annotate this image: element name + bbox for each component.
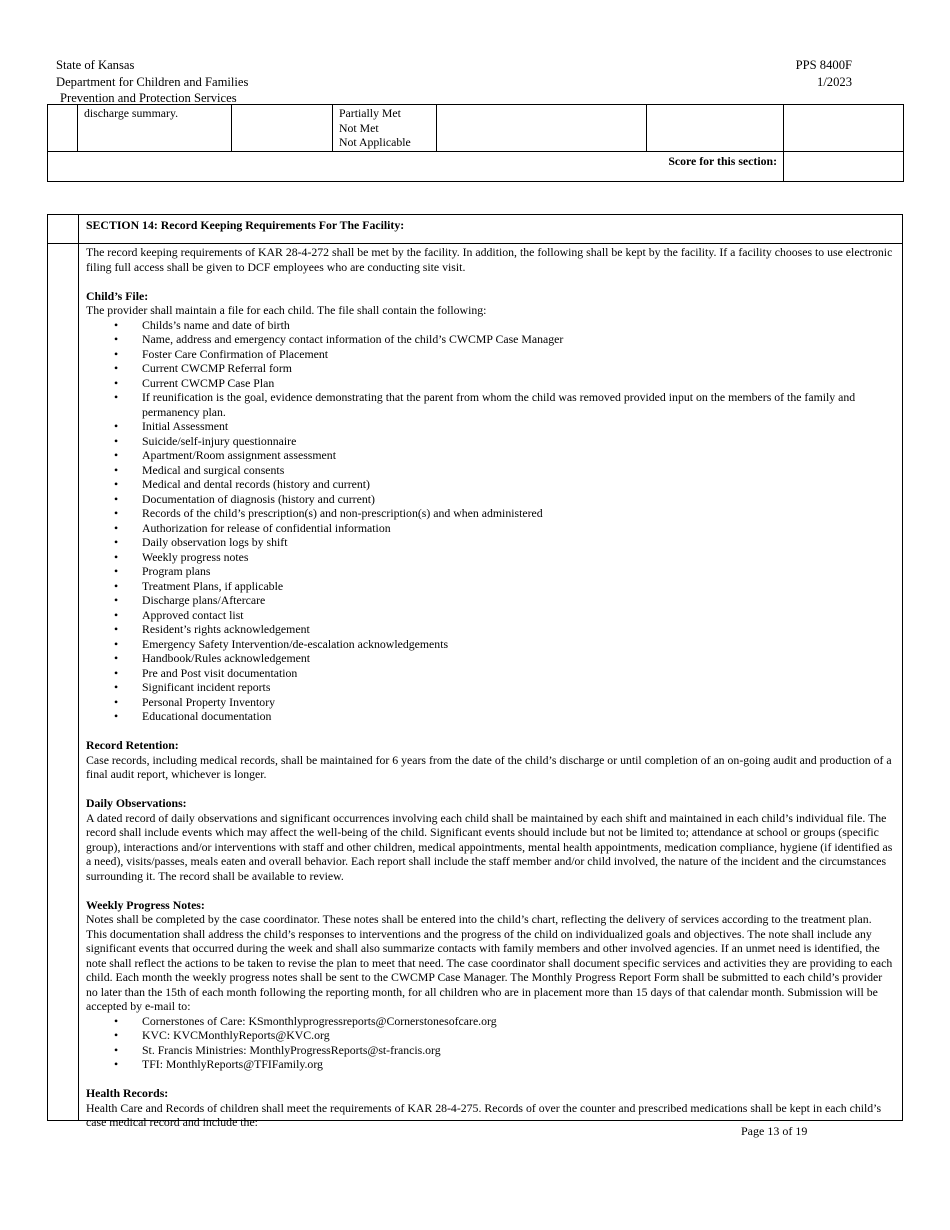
header-state: State of Kansas [56, 58, 135, 72]
previous-section-table [47, 104, 904, 182]
comments-cell [437, 105, 647, 152]
list-item: • KVC: KVCMonthlyReports@KVC.org [86, 1028, 894, 1043]
weekly-progress-heading: Weekly Progress Notes: [86, 897, 205, 912]
list-item: • St. Francis Ministries: MonthlyProgressReports@st-francis.org [86, 1043, 894, 1058]
list-item: • Approved contact list [86, 608, 894, 623]
list-item: • Handbook/Rules acknowledgement [86, 651, 894, 666]
list-item: • Childs’s name and date of birth [86, 318, 894, 333]
header-agency [56, 57, 248, 107]
table-cell-empty [647, 105, 784, 152]
list-item: • Foster Care Confirmation of Placement [86, 347, 894, 362]
section-14-box [47, 214, 903, 1129]
list-item: • Weekly progress notes [86, 550, 894, 565]
section-title: SECTION 14: Record Keeping Requirements For The Facility: [86, 218, 405, 232]
list-item: • TFI: MonthlyReports@TFIFamily.org [86, 1057, 894, 1072]
list-item: • Documentation of diagnosis (history and current) [86, 492, 894, 507]
requirement-text: discharge summary. [84, 106, 179, 120]
list-item: • Educational documentation [86, 709, 894, 724]
list-item: • Apartment/Room assignment assessment [86, 448, 894, 463]
section-score-value [784, 151, 904, 181]
list-item: • Cornerstones of Care: KSmonthlyprogressreports@Cornerstonesofcare.org [86, 1014, 894, 1029]
list-item: • Medical and dental records (history and current) [86, 477, 894, 492]
record-retention-text: Case records, including medical records, shall be maintained for 6 years from the date of the child’s discharge or until completion of an on-going audit and production of a final audit report, whichever is longer. [86, 752, 892, 781]
section-body [86, 245, 894, 1130]
list-item: • Name, address and emergency contact information of the child’s CWCMP Case Manager [86, 332, 894, 347]
childs-file-heading: Child’s File: [86, 288, 149, 303]
health-records-heading: Health Records: [86, 1086, 169, 1100]
rating-option: Not Applicable [339, 135, 411, 149]
title-divider [48, 243, 902, 244]
list-item: • If reunification is the goal, evidence demonstrating that the parent from whom the child was removed provided input on the members of the family and permanency plan. [86, 390, 894, 419]
list-item: • Medical and surgical consents [86, 463, 894, 478]
list-item: • Daily observation logs by shift [86, 535, 894, 550]
score-label: Score for this section: [48, 151, 784, 181]
weekly-progress-text: Notes shall be completed by the case coordinator. These notes shall be entered into the child’s chart, reflecting the delivery of services according to the treatment plan. This documentation shall address the child’s responses to interventions and the progress of the child on individualized goals and objectives. The note shall include any significant events that occurred during the week and shall also summarize contacts with family members and other involved agencies. If an unmet need is identified, the note shall reflect the actions to be taken to revise the plan to meet that need. The case coordinator shall document specific services and activities they are providing to each child. Each month the weekly progress notes shall be sent to the CWCMP Case Manager. The Monthly Progress Report Form shall be submitted to each child’s provider no later than the 15th of each month following the reporting month, for all children who are in placement more than 15 days of that calendar month. Submission will be accepted by e-mail to: [86, 912, 893, 1013]
score-cell [784, 105, 904, 152]
rating-options-cell [333, 105, 437, 152]
list-item: • Program plans [86, 564, 894, 579]
health-records-text: Health Care and Records of children shall meet the requirements of KAR 28-4-275. Records of over the counter and prescribed medications shall be kept in each child’s case medical record and include the: [86, 1100, 882, 1129]
list-item: • Initial Assessment [86, 419, 894, 434]
list-item: • Resident’s rights acknowledgement [86, 622, 894, 637]
daily-observations-heading: Daily Observations: [86, 796, 187, 810]
list-item: • Records of the child’s prescription(s) and non-prescription(s) and when administered [86, 506, 894, 521]
list-item: • Authorization for release of confidential information [86, 521, 894, 536]
page-number: Page 13 of 19 [741, 1124, 808, 1138]
list-item: • Emergency Safety Intervention/de-escalation acknowledgements [86, 637, 894, 652]
score-row [48, 151, 904, 181]
list-item: • Pre and Post visit documentation [86, 666, 894, 681]
childs-file-lead: The provider shall maintain a file for each child. The file shall contain the following: [86, 303, 487, 317]
submission-email-list [86, 1014, 894, 1072]
header-division: Prevention and Protection Services [60, 91, 237, 105]
table-cell-number [48, 105, 78, 152]
header-form-number: PPS 8400F [795, 58, 852, 72]
list-item: • Significant incident reports [86, 680, 894, 695]
daily-observations-text: A dated record of daily observations and significant occurrences involving each child shall be maintained by each shift and maintained in each child’s individual file. The record shall include events which may affect the well-being of the child. Significant events should include but not be limited to; attendance at school or groups (specific group), interactions and/or interventions with staff and other children, medical appointments, mental health appointments, medication compliance, hygiene (if identified as a need), visits/passes, meals eaten and overall behavior. Each report shall include the staff member and/or child involved, the nature of the incident and the circumstances surrounding it. The record shall be available to review. [86, 810, 893, 883]
list-item: • Personal Property Inventory [86, 695, 894, 710]
header-form-date: 1/2023 [817, 74, 852, 89]
list-item: • Current CWCMP Referral form [86, 361, 894, 376]
section-intro: The record keeping requirements of KAR 28-4-272 shall be met by the facility. In addition, the following shall be kept by the facility. If a facility chooses to use electronic filing full access shall be given to DCF employees who are conducting site visit. [86, 245, 893, 274]
column-divider [78, 215, 79, 1120]
table-row [48, 105, 904, 152]
childs-file-list [86, 318, 894, 724]
list-item: • Current CWCMP Case Plan [86, 376, 894, 391]
header-form-info [796, 57, 852, 90]
record-retention-heading: Record Retention: [86, 738, 179, 752]
list-item: • Discharge plans/Aftercare [86, 593, 894, 608]
rating-option: Not Met [339, 120, 379, 135]
requirement-cell [78, 105, 232, 152]
header-department: Department for Children and Families [56, 74, 249, 89]
table-cell-empty [232, 105, 333, 152]
list-item: • Suicide/self-injury questionnaire [86, 434, 894, 449]
list-item: • Treatment Plans, if applicable [86, 579, 894, 594]
rating-option: Partially Met [339, 106, 401, 120]
